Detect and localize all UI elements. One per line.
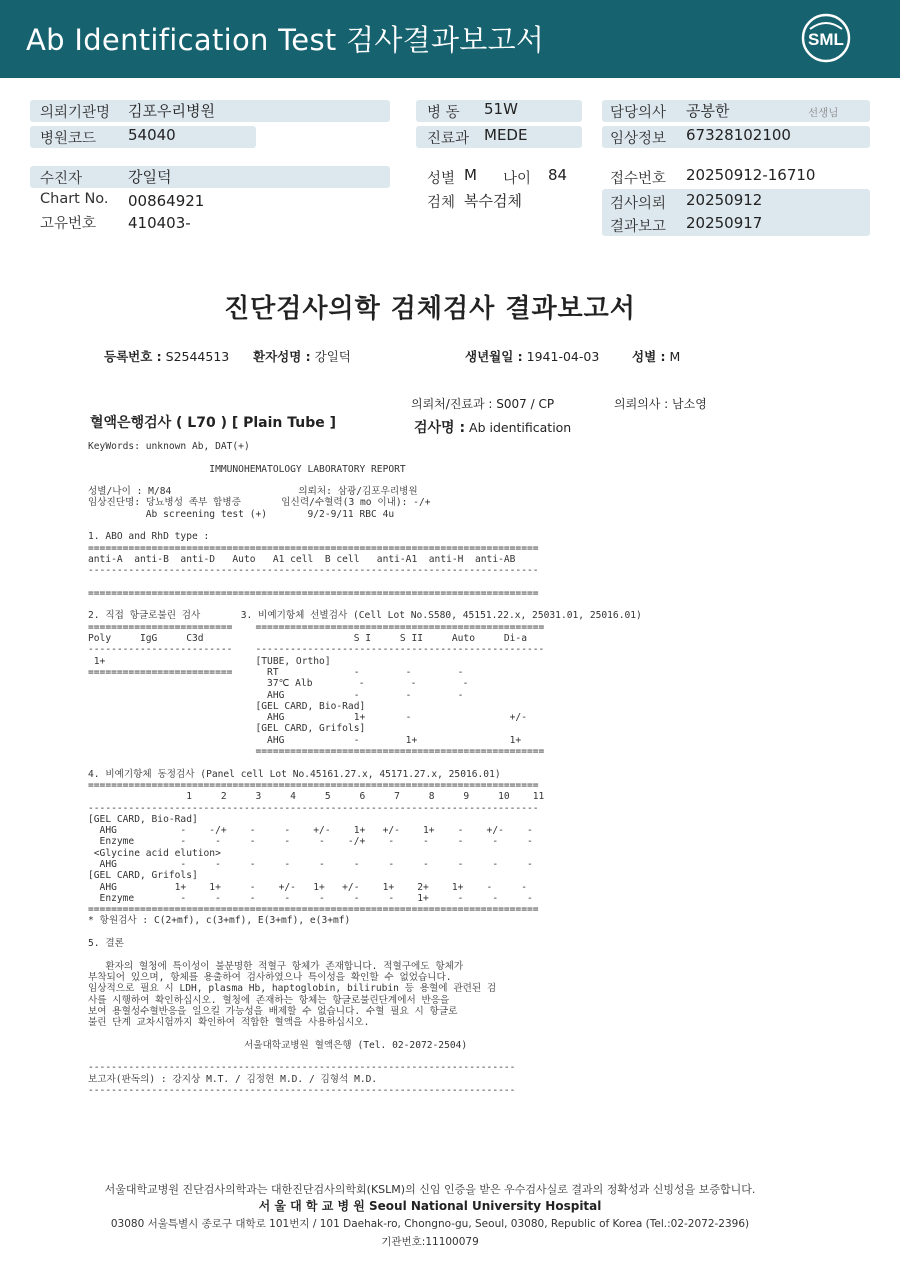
sml-logo-icon [800, 12, 852, 64]
org-value: 김포우리병원 [128, 102, 215, 120]
request-doctor: 의뢰의사 : 남소영 [614, 397, 707, 411]
logo-text: SML [808, 30, 844, 49]
request-label: 검사의뢰 [610, 196, 667, 212]
patient-name: 환자성명 : 강일덕 [253, 349, 351, 364]
ward-label: 병 동 [427, 105, 460, 121]
age-value: 84 [548, 166, 568, 184]
document-title: 진단검사의학 검체검사 결과보고서 [224, 294, 636, 324]
doctor-value: 공봉한 [686, 102, 730, 120]
code-label: 병원코드 [40, 131, 97, 147]
request-value: 20250912 [686, 191, 763, 209]
sex-value: M [464, 166, 477, 184]
exam-title: 혈액은행검사 ( L70 ) [ Plain Tube ] [90, 415, 337, 431]
clinical-label: 임상정보 [610, 131, 667, 147]
hospital-address: 03080 서울특별시 종로구 대학로 101번지 / 101 Daehak-ro, Chongno-gu, Seoul, 03080, Republic of Korea (Tel.:02-2072-2396) [110, 1218, 750, 1230]
sex-label: 성별 [427, 171, 456, 187]
exam-name: 검사명 : Ab identification [414, 420, 572, 436]
report-date-value: 20250917 [686, 214, 763, 232]
clinical-value: 67328102100 [686, 126, 791, 144]
report-title: Ab Identification Test 검사결과보고서 [26, 23, 545, 57]
org-label: 의뢰기관명 [40, 105, 111, 121]
id-label: 고유번호 [40, 216, 97, 232]
chart-value: 00864921 [128, 192, 205, 210]
patient-label: 수진자 [40, 171, 83, 187]
reg-no: 등록번호 : S2544513 [104, 349, 230, 364]
chart-label: Chart No. [40, 191, 109, 207]
birth-date: 생년월일 : 1941-04-03 [465, 349, 600, 364]
ward-value: 51W [484, 100, 518, 118]
header-bar [0, 0, 900, 78]
institution-number: 기관번호:11100079 [381, 1236, 479, 1248]
report-body: KeyWords: unknown Ab, DAT(+) IMMUNOHEMATOLOGY LABORATORY REPORT 성별/나이 : M/84 의뢰처: 삼광/김포우리병원 임상진단명: 당뇨병성 족부 합병증 임신력/수혈력(3 mo 이내): -/+ Ab screening test (+) 9/2-9/11 RBC 4u 1. ABO and RhD type : ============================================================================== anti-A anti-B anti-D Auto A1 cell B cell anti-A1 anti-H anti-AB ------------------------------------------------------------------------------ ============================================================================== 2. 직접 항글로불린 검사 3. 비예기항체 선별검사 (Cell Lot No.S580, 45151.22.x, 25031.01, 25016.01) ========================= ================================================== Poly IgG C3d S I S II Auto Di-a ------------------------- -------------------------------------------------- 1+ [TUBE, Ortho] ========================= RT - - - 37℃ Alb - - - AHG - - - [GEL CARD, Bio-Rad] AHG 1+ - +/- [GEL CARD, Grifols] AHG - 1+ 1+ ================================================== 4. 비예기항체 동정검사 (Panel cell Lot No.45161.27.x, 45171.27.x, 25016.01) ============================================================================== 1 2 3 4 5 6 7 8 9 10 11 ------------------------------------------------------------------------------ [GEL CARD, Bio-Rad] AHG - -/+ - - +/- 1+ +/- 1+ - +/- - Enzyme - - - - - -/+ - - - - - <Glycine acid elution> AHG - - - - - - - - - - - [GEL CARD, Grifols] AHG 1+ 1+ - +/- 1+ +/- 1+ 2+ 1+ - - Enzyme - - - - - - - 1+ - - - ============================================================================== * 항원검사 : C(2+mf), c(3+mf), E(3+mf), e(3+mf) 5. 결론 환자의 혈청에 특이성이 불분명한 적혈구 항체가 존재합니다. 적혈구에도 항체가 부착되어 있으며, 항체를 용출하여 검사하였으나 특이성을 확인할 수 없었습니다. 임상적으로 필요 시 LDH, plasma Hb, haptoglobin, bilirubin 등 용혈에 관련된 검 사를 시행하여 확인하십시오. 혈청에 존재하는 항체는 항글로불린단계에서 반응을 보여 용혈성수혈반응을 일으킬 가능성을 배제할 수 없습니다. 수혈 필요 시 항글로 불린 단계 교차시험까지 확인하여 적합한 혈액을 사용하십시오. 서울대학교병원 혈액은행 (Tel. 02-2072-2504) -------------------------------------------------------------------------- 보고자(판독의) : 강지상 M.T. / 김정현 M.D. / 김형석 M.D. -------------------------------------------------------------------------- [88, 441, 642, 1096]
specimen-label: 검체 [427, 195, 456, 211]
band-patient [30, 166, 390, 188]
receipt-value: 20250912-16710 [686, 166, 816, 184]
doctor-suffix: 선생님 [808, 107, 839, 119]
receipt-label: 접수번호 [610, 171, 667, 187]
code-value: 54040 [128, 126, 176, 144]
report-date-label: 결과보고 [610, 219, 667, 235]
doctor-label: 담당의사 [610, 105, 667, 121]
dept-value: MEDE [484, 126, 528, 144]
patient-sex: 성별 : M [632, 349, 681, 364]
age-label: 나이 [503, 171, 532, 187]
certification-text: 서울대학교병원 진단검사의학과는 대한진단검사의학회(KSLM)의 신임 인증을 받은 우수검사실로 결과의 정확성과 신빙성을 보증합니다. [104, 1183, 756, 1196]
hospital-name: 서 울 대 학 교 병 원 Seoul National University Hospital [258, 1199, 602, 1213]
dept-label: 진료과 [427, 131, 470, 147]
id-value: 410403- [128, 214, 191, 232]
patient-value: 강일덕 [128, 168, 172, 186]
request-dept: 의뢰처/진료과 : S007 / CP [411, 397, 555, 411]
specimen-value: 복수검체 [464, 192, 522, 210]
